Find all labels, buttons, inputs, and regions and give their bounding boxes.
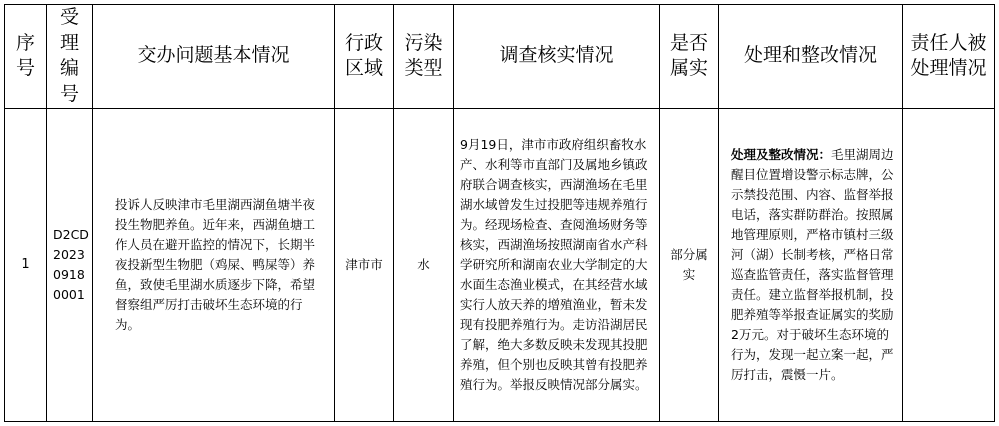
cell-region: 津市市	[335, 108, 394, 421]
header-row	[5, 5, 995, 109]
header-accept-no: 受理编号	[47, 5, 93, 109]
header-accountability: 责任人被处理情况	[903, 5, 995, 109]
cell-basic-info: 投诉人反映津市毛里湖西湖鱼塘半夜投生物肥养鱼。近年来，西湖鱼塘工作人员在避开监控的情况下，长期半夜投新型生物肥（鸡屎、鸭屎等）养鱼，致使毛里湖水质逐步下降，希望督察组严厉打击破坏生态环境的行为。	[93, 108, 335, 421]
header-pollution-type: 污染类型	[394, 5, 454, 109]
table-row	[5, 108, 995, 421]
cell-accountability	[903, 108, 995, 421]
header-seq: 序号	[5, 5, 47, 109]
cell-pollution-type: 水	[394, 108, 454, 421]
header-region: 行政区域	[335, 5, 394, 109]
header-handling: 处理和整改情况	[719, 5, 903, 109]
cell-handling	[719, 108, 903, 421]
cell-accept-no: D2CD20230918 0001	[47, 108, 93, 421]
header-investigation: 调查核实情况	[454, 5, 660, 109]
table-body	[5, 108, 995, 421]
handling-label: 处理及整改情况：	[731, 146, 832, 162]
cell-verified: 部分属实	[660, 108, 719, 421]
handling-text: 毛里湖周边醒目位置增设警示标志牌，公示禁投范围、内容、监督举报电话，落实群防群治。按照属地管理原则，严格市镇村三级河（湖）长制考核，严格日常巡查监管责任，落实监督管理责任。建立监督举报机制，投肥养殖等举报查证属实的奖励2万元。对于破坏生态环境的行为，发现一起立案一起，严厉打击，震慑一片。	[731, 146, 894, 382]
table-header	[5, 5, 995, 109]
cell-investigation: 9月19日，津市市政府组织畜牧水产、水利等市直部门及属地乡镇政府联合调查核实，西湖渔场在毛里湖水域曾发生过投肥等违规养殖行为。经现场检查、查阅渔场财务等核实，西湖渔场按照湖南省水产科学研究所和湖南农业大学制定的大水面生态渔业模式，在其经营水域实行人放天养的增殖渔业，暂未发现有投肥养殖行为。走访沿湖居民了解，绝大多数反映未发现其投肥养殖，但个别也反映其曾有投肥养殖行为。举报反映情况部分属实。	[454, 108, 660, 421]
header-basic-info: 交办问题基本情况	[93, 5, 335, 109]
case-table	[4, 4, 995, 422]
cell-seq: 1	[5, 108, 47, 421]
header-verified: 是否属实	[660, 5, 719, 109]
